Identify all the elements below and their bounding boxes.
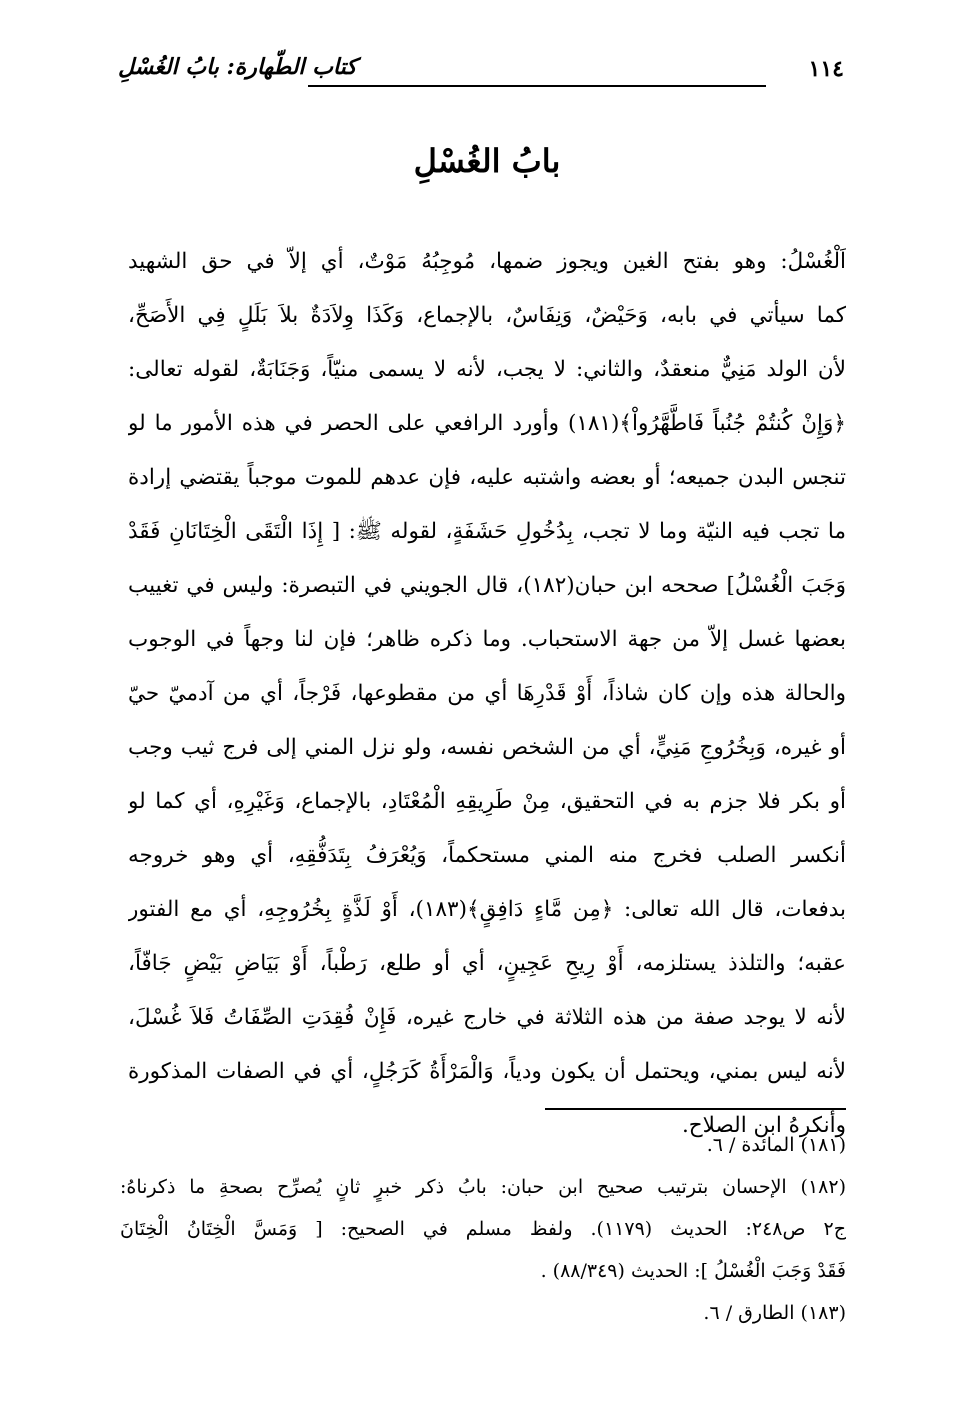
body-line: ﴿وَإِنْ كُنتُمْ جُنُباً فَاطَّهَّرُواْ﴾(١٨١) وأورد الرافعي على الحصر في هذه الأمور ما لو bbox=[128, 411, 846, 436]
body-line: تنجس البدن جميعه؛ أو بعضه واشتبه عليه، فإن عدهم للموت موجباً يقتضي إرادة bbox=[128, 465, 846, 490]
running-title: كتاب الطّهارة: بابُ الغُسْلِ bbox=[118, 54, 357, 80]
body-line: لأنه ليس بمني، ويحتمل أن يكون ودياً، وَالْمَرْأَةُ كَرَجُلٍ، أي في الصفات المذكورة bbox=[128, 1059, 846, 1084]
body-line: لأن الولد مَنِيٌّ منعقدٌ، والثاني: لا يجب، لأنه لا يسمى منيّاً، وَجَنَابَةٌ، لقوله تعالى: bbox=[128, 357, 846, 382]
body-text bbox=[128, 235, 846, 1153]
page-number: ١١٤ bbox=[808, 56, 844, 82]
body-line: وَجَبَ الْغُسْلُ] صححه ابن حبان(١٨٢)، قال الجويني في التبصرة: وليس في تغييب bbox=[128, 573, 846, 598]
body-line: ما تجب فيه النيّة وما لا تجب، بِدُخُولِ حَشَفَةٍ، لقوله ﷺ: [ إِذَا الْتَقَى الْخِتَانَانِ فَقَدْ bbox=[128, 519, 846, 544]
footnote-separator bbox=[545, 1108, 846, 1110]
body-line: عقبه؛ والتلذذ يستلزمه، أَوْ رِيحِ عَجِينٍ، أي أو طلع، رَطْباً، أَوْ بَيَاضِ بَيْضٍ جَافّاً، bbox=[128, 951, 846, 976]
footnote-182-cont: ج٢ ص٢٤٨: الحديث (١١٧٩). ولفظ مسلم في الصحيح: [ وَمَسَّ الْخِتَانُ الْخِتَانَ bbox=[120, 1218, 846, 1240]
body-line: بعضها غسل إلاّ من جهة الاستحباب. وما ذكره ظاهر؛ فإن لنا وجهاً في الوجوب bbox=[128, 627, 846, 652]
body-line: أو غيره، وَبِخُرُوجِ مَنِيٍّ، أي من الشخص نفسه، ولو نزل المني إلى فرج ثيب وجب bbox=[128, 735, 846, 760]
body-line: أنكسر الصلب فخرج منه المني مستحكماً، وَيُعْرَفُ بِتَدَفُّقِهِ، أي وهو خروجه bbox=[128, 843, 846, 868]
footnote-182: (١٨٢) الإحسان بترتيب صحيح ابن حبان: بابُ ذكر خبرٍ ثانٍ يُصرِّح بصحةِ ما ذكرناهُ: bbox=[120, 1176, 846, 1198]
footnote-183: (١٨٣) الطارق / ٦. bbox=[703, 1302, 846, 1324]
footnote-181: (١٨١) المائدة / ٦. bbox=[706, 1134, 846, 1156]
body-line: والحالة هذه وإن كان شاذاً، أَوْ قَدْرِهَا أي من مقطوعها، فَرْجاً، أي من آدميّ حيّ bbox=[128, 681, 846, 706]
body-line: لأنه لا يوجد صفة من هذه الثلاثة في خارج غيره، فَإِنْ فُقِدَتِ الصِّفَاتُ فَلاَ غُسْلَ، bbox=[128, 1005, 846, 1030]
header-rule bbox=[308, 85, 766, 87]
body-line: اَلْغُسْلُ: وهو بفتح الغين ويجوز ضمها، مُوجِبُهُ مَوْتٌ، أي إلاّ في حق الشهيد bbox=[128, 249, 846, 274]
body-line: بدفعات، قال الله تعالى: ﴿مِن مَّاءٍ دَافِقٍ﴾(١٨٣)، أَوْ لَذَّةٍ بِخُرُوجِهِ، أي مع الفتور bbox=[128, 897, 846, 922]
footnotes bbox=[120, 1124, 846, 1334]
footnote-182-end: فَقَدْ وَجَبَ الْغُسْلُ ]: الحديث (٨٨/٣٤٩) . bbox=[540, 1260, 846, 1282]
body-line: أو بكر فلا جزم به في التحقيق، مِنْ طَرِيقِهِ الْمُعْتَادِ، بالإجماع، وَغَيْرِهِ، أي كما لو bbox=[128, 789, 846, 814]
body-line: كما سيأتي في بابه، وَحَيْضٌ، وَنِفَاسٌ، بالإجماع، وَكَذَا وِلاَدَةٌ بلاَ بَلَلٍ فِي الأَصَحِّ، bbox=[128, 303, 846, 328]
chapter-title: بابُ الغُسْلِ bbox=[413, 142, 561, 180]
body-line-last: وأنكرهُ ابن الصلاح. bbox=[681, 1113, 846, 1138]
page-header bbox=[118, 52, 844, 92]
